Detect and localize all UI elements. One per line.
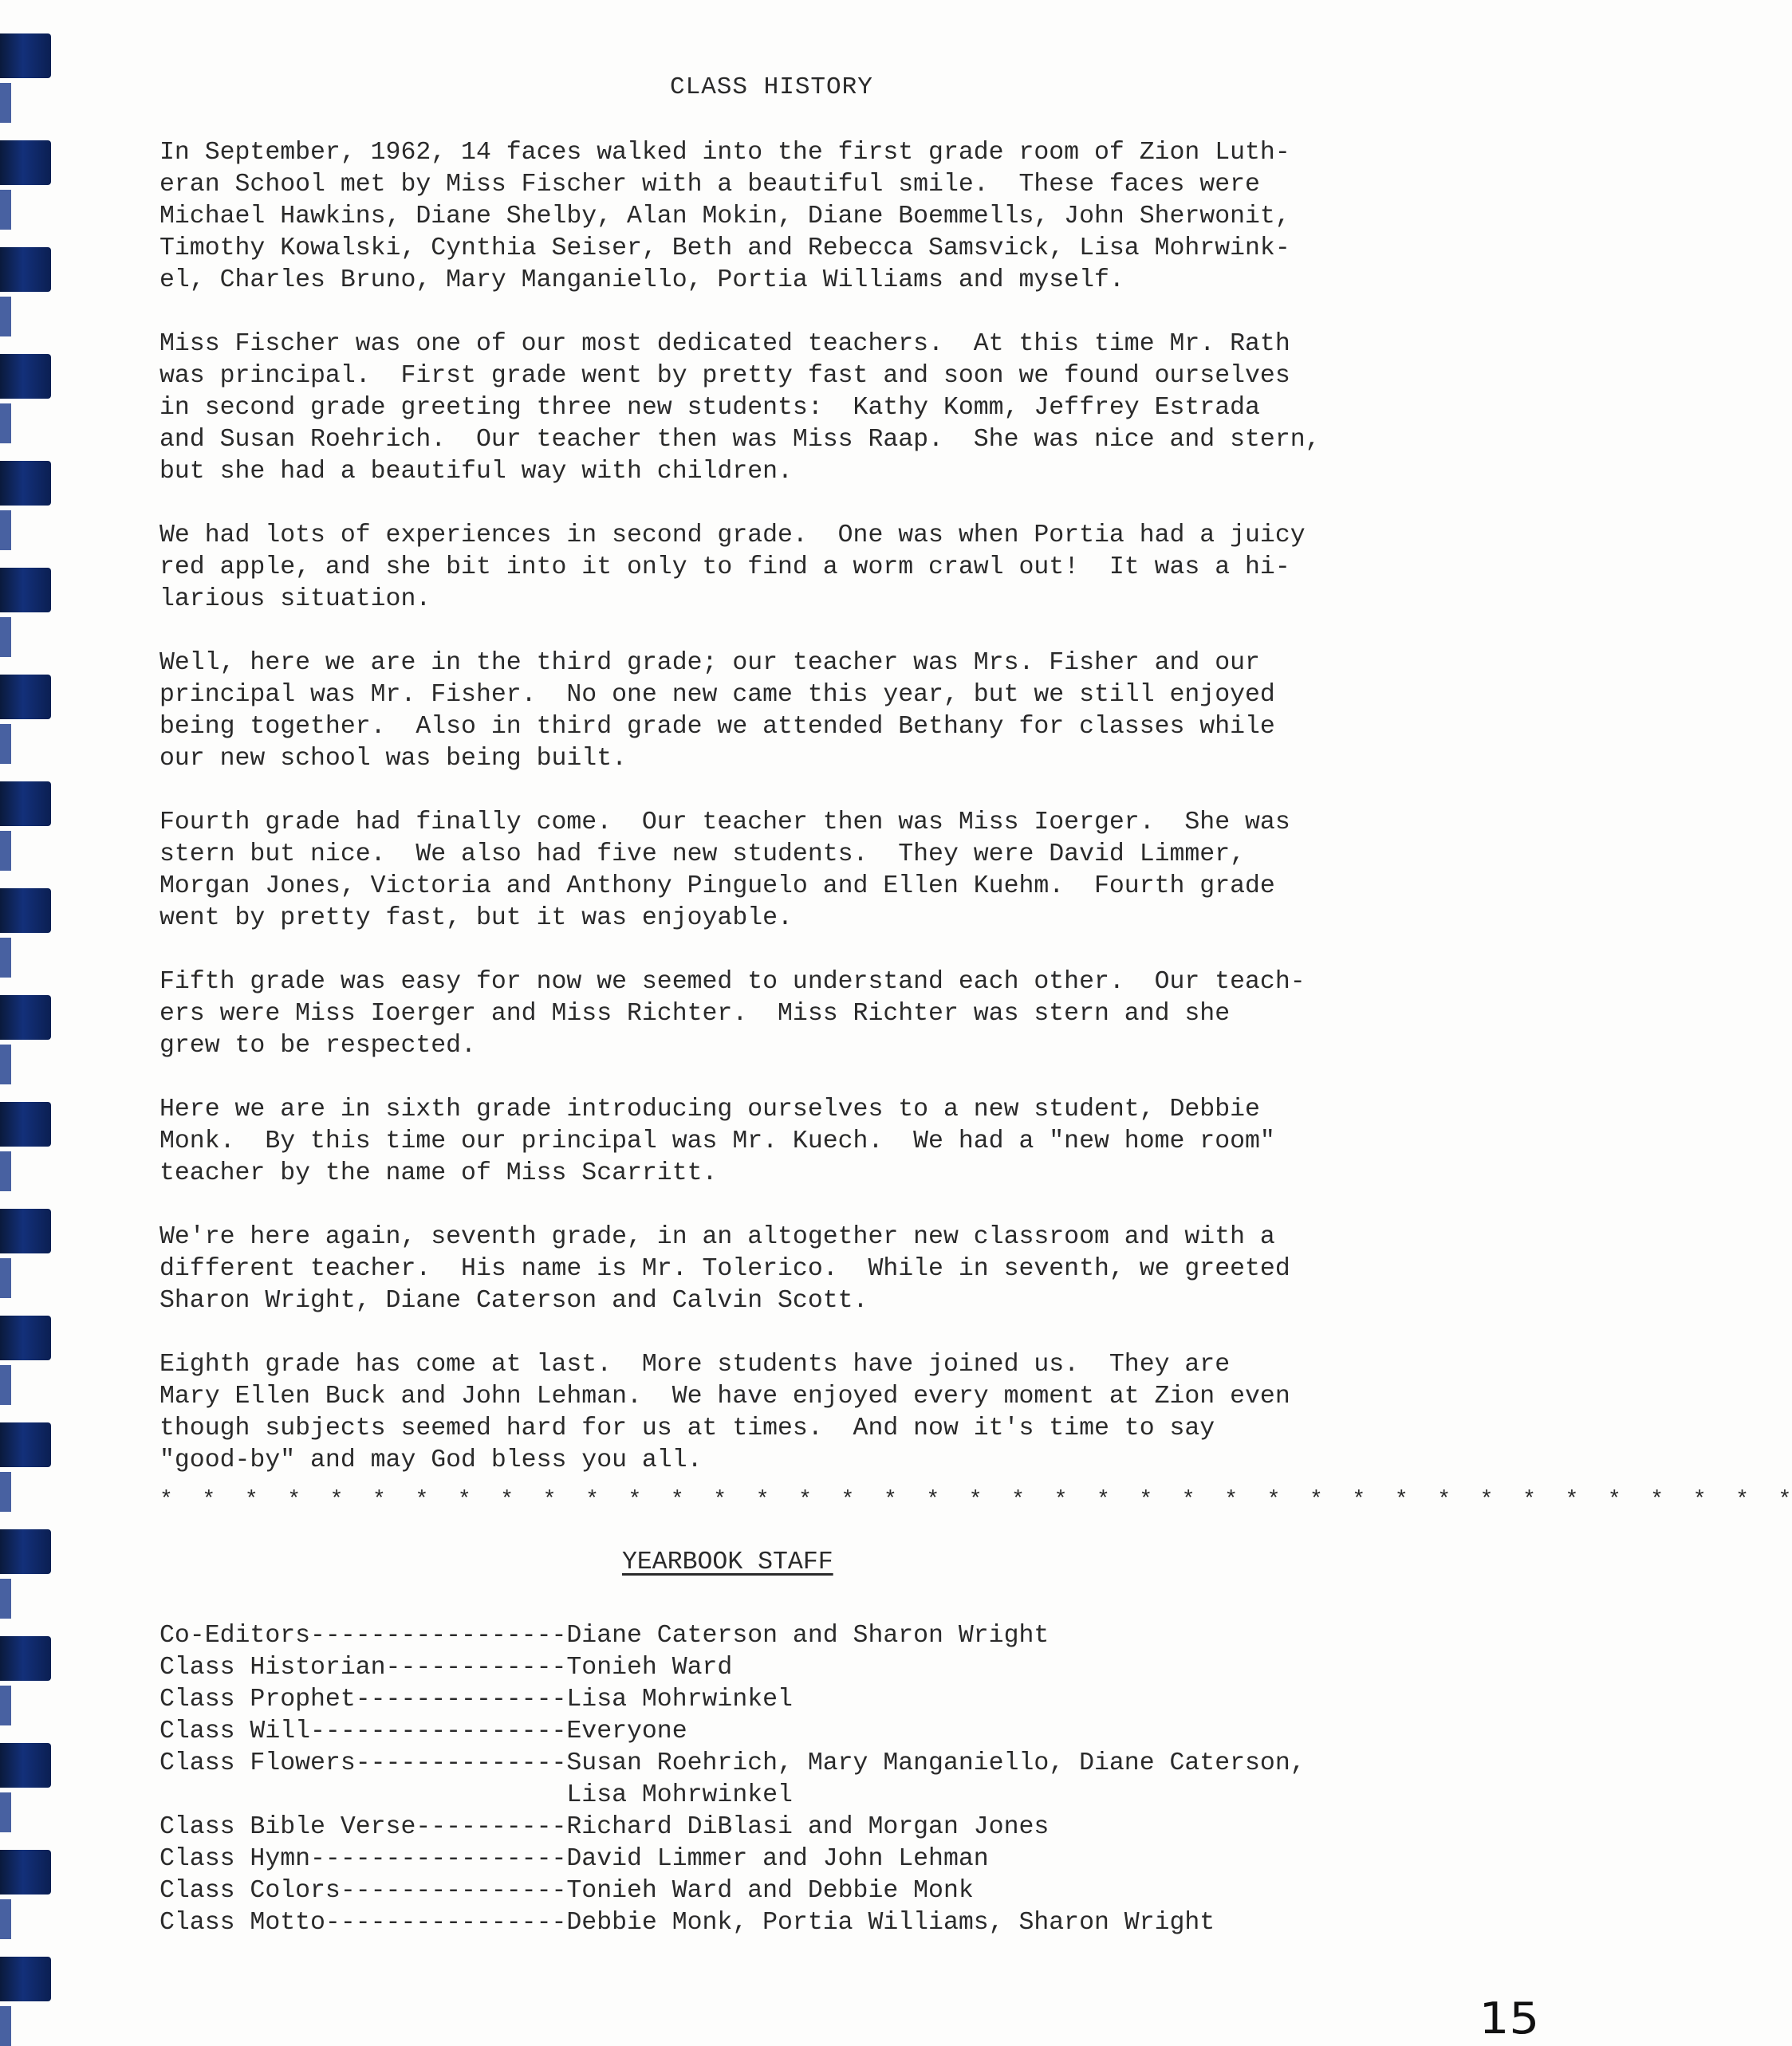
binding-ring bbox=[0, 1529, 51, 1574]
binding-ring bbox=[0, 354, 51, 399]
staff-row-will: Class Will-----------------Everyone bbox=[160, 1717, 687, 1745]
binding-ring bbox=[0, 461, 51, 506]
history-paragraph-5: Fourth grade had finally come. Our teacher then was Miss Ioerger. She was stern but nice. We also had five new students. They were David Limmer, Morgan Jones, Victoria and Anthony Pinguelo and Ellen Kuehm. Fourth grade went by pretty fast, but it was enjoyable. bbox=[160, 809, 1290, 932]
page-number: 15 bbox=[1479, 1993, 1540, 2044]
binding-ring bbox=[0, 1636, 51, 1681]
binding-ring bbox=[0, 140, 51, 185]
binding-ring bbox=[0, 1743, 51, 1788]
staff-row-flowers-cont: Lisa Mohrwinkel bbox=[160, 1781, 793, 1809]
binding-ring bbox=[0, 247, 51, 292]
history-paragraph-3: We had lots of experiences in second grade. One was when Portia had a juicy red apple, and she bit into it only to find a worm crawl out! It was a hi- larious situation. bbox=[160, 521, 1306, 613]
binding-ring bbox=[0, 1422, 51, 1467]
binding-ring bbox=[0, 1102, 51, 1147]
staff-row-hymn: Class Hymn-----------------David Limmer and John Lehman bbox=[160, 1845, 989, 1873]
binding-ring bbox=[0, 781, 51, 826]
binding-ring bbox=[0, 995, 51, 1040]
history-paragraph-4: Well, here we are in the third grade; our teacher was Mrs. Fisher and our principal was Mr. Fisher. No one new came this year, but we still enjoyed being together. Also in third grade we attended Bethany for classes while our new school was being built. bbox=[160, 649, 1275, 773]
history-paragraph-9: Eighth grade has come at last. More students have joined us. They are Mary Ellen Buck and John Lehman. We have enjoyed every moment at Zion even though subjects seemed hard for us at times. And now it's time to say "good-by" and may God bless you all. bbox=[160, 1351, 1290, 1474]
page-title: CLASS HISTORY bbox=[670, 73, 873, 101]
history-paragraph-6: Fifth grade was easy for now we seemed to understand each other. Our teach- ers were Miss Ioerger and Miss Richter. Miss Richter was stern and she grew to be respected. bbox=[160, 968, 1306, 1060]
staff-row-colors: Class Colors---------------Tonieh Ward and Debbie Monk bbox=[160, 1877, 974, 1905]
yearbook-staff-heading: YEARBOOK STAFF bbox=[622, 1548, 833, 1576]
yearbook-staff-list bbox=[160, 1620, 1515, 1939]
binding-ring bbox=[0, 33, 51, 78]
binding-ring bbox=[0, 568, 51, 612]
staff-row-bible-verse: Class Bible Verse----------Richard DiBlasi and Morgan Jones bbox=[160, 1813, 1050, 1841]
class-history-body bbox=[160, 137, 1792, 1939]
staff-row-motto: Class Motto----------------Debbie Monk, Portia Williams, Sharon Wright bbox=[160, 1909, 1215, 1937]
staff-row-co-editors: Co-Editors-----------------Diane Caterson and Sharon Wright bbox=[160, 1622, 1050, 1650]
staff-row-flowers: Class Flowers--------------Susan Roehrich, Mary Manganiello, Diane Caterson, bbox=[160, 1749, 1306, 1777]
spiral-binding bbox=[0, 0, 56, 2041]
binding-ring bbox=[0, 1316, 51, 1360]
staff-row-historian: Class Historian------------Tonieh Ward bbox=[160, 1654, 733, 1682]
binding-ring bbox=[0, 888, 51, 933]
binding-ring bbox=[0, 1957, 51, 2001]
history-paragraph-1: In September, 1962, 14 faces walked into the first grade room of Zion Luth- eran School met by Miss Fischer with a beautiful smile. These faces were Michael Hawkins, Diane Shelby, Alan Mokin, Diane Boemmells, John Sherwonit, Timothy Kowalski, Cynthia Seiser, Beth and Rebecca Samsvick, Lisa Mohrwink- el, Charles Bruno, Mary Manganiello, Portia Williams and myself. bbox=[160, 139, 1290, 294]
binding-ring bbox=[0, 1850, 51, 1895]
binding-ring bbox=[0, 675, 51, 719]
history-paragraph-2: Miss Fischer was one of our most dedicated teachers. At this time Mr. Rath was principal. First grade went by pretty fast and soon we found ourselves in second grade greeting three new students: Kathy Komm, Jeffrey Estrada and Susan Roehrich. Our teacher then was Miss Raap. She was nice and stern, but she had a beautiful way with children. bbox=[160, 330, 1321, 486]
staff-row-prophet: Class Prophet--------------Lisa Mohrwinkel bbox=[160, 1686, 793, 1714]
history-paragraph-8: We're here again, seventh grade, in an altogether new classroom and with a different teacher. His name is Mr. Tolerico. While in seventh, we greeted Sharon Wright, Diane Caterson and Calvin Scott. bbox=[160, 1223, 1290, 1315]
binding-ring bbox=[0, 1209, 51, 1253]
star-separator: * * * * * * * * * * * * * * * * * * * * * * * * * * * * * * * * * * * * * * * bbox=[160, 1488, 1792, 1513]
history-paragraph-7: Here we are in sixth grade introducing ourselves to a new student, Debbie Monk. By this time our principal was Mr. Kuech. We had a "new home room" teacher by the name of Miss Scarritt. bbox=[160, 1096, 1275, 1187]
